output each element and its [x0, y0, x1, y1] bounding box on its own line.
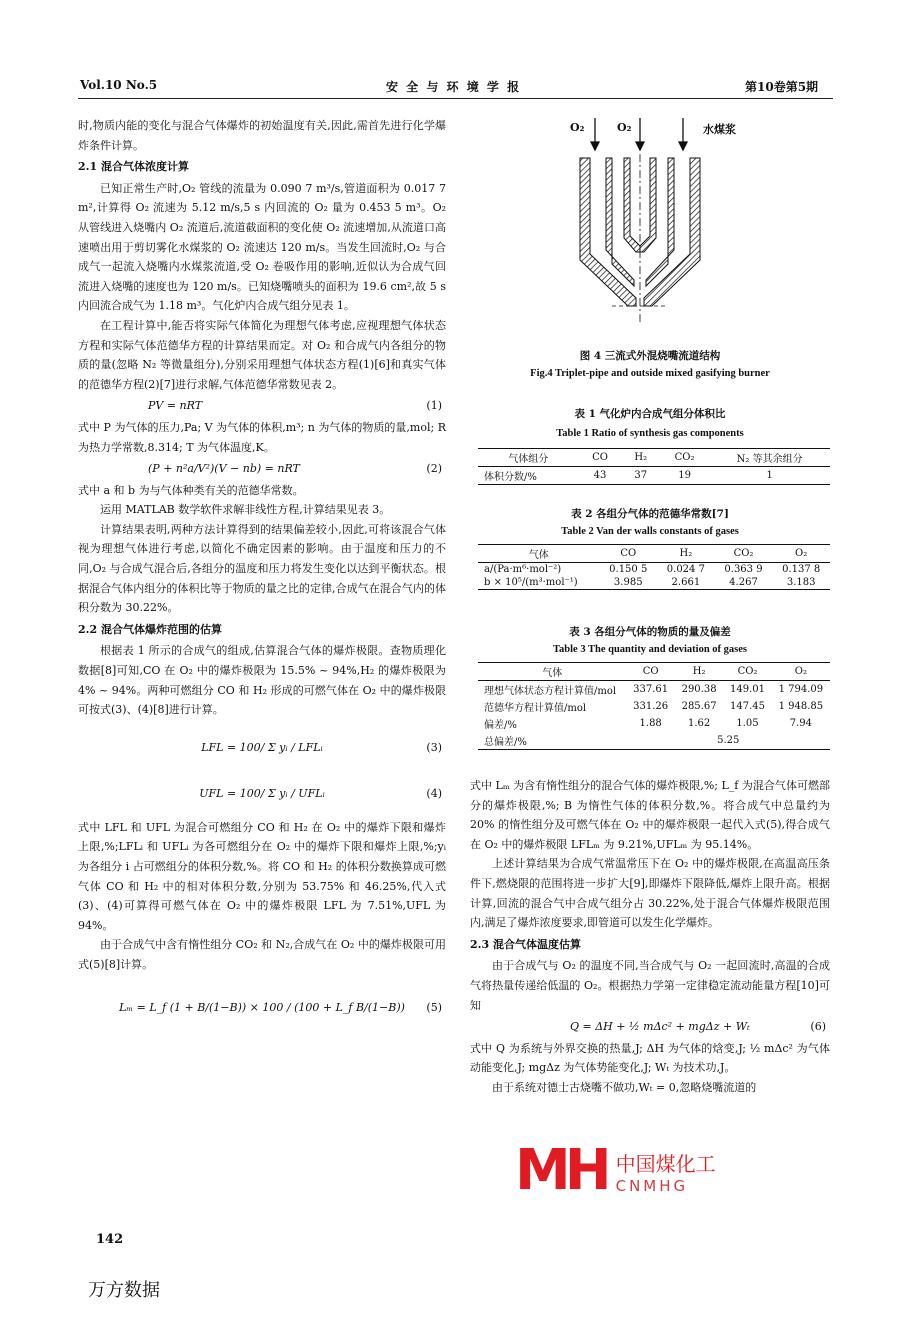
paragraph: 已知正常生产时,O₂ 管线的流量为 0.090 7 m³/s,管道面积为 0.017 7 m²,计算得 O₂ 流速为 5.12 m/s,5 s 内回流的 O₂ 量为 0.453 5 m³。O₂ 从管线进入烧嘴内 O₂ 流道后,流道截面积的变化使 O₂ 流速增加,从流道口高速喷出用于剪切雾化水煤浆的 O₂ 流速达 120 m/s。当发生回流时,O₂ 与合成气一起流入烧嘴内水煤浆流道,受 O₂ 卷吸作用的影响,近似认为合成气回流进入烧嘴的速度也为 120 m/s。已知烧嘴喷头的面积为 19.6 cm²,故 5 s 内回流合成气为 1.18 m³。气化炉内合成气组分见表 1。 — [78, 181, 446, 313]
table-header: H₂ — [657, 545, 715, 563]
paragraph: 上述计算结果为合成气常温常压下在 O₂ 中的爆炸极限,在高温高压条件下,燃烧限的范围将进一步扩大[9],即爆炸下限降低,爆炸上限升高。根据计算,回流的混合气中合成气组分占 30.22%,处于混合气体爆炸极限范围内,满足了爆炸浓度要求,即管道可以发生化学爆炸。 — [470, 857, 830, 930]
equation-4: UFL = 100/ Σ yᵢ / UFLᵢ (4) — [199, 787, 442, 801]
table-row: a/(Pa·m⁶·mol⁻²) 0.150 5 0.024 7 0.363 9 0.137 8 — [484, 564, 821, 575]
section-heading-2-3: 2.3 混合气体温度估算 — [470, 937, 581, 951]
paragraph: 计算结果表明,两种方法计算得到的结果偏差较小,因此,可将该混合气体视为理想气体进行考虑,以简化不确定因素的影响。由于温度和压力的不同,O₂ 与合成气混合后,各组分的温度和压力将发生变化以达到平衡状态。根据混合气体内组分的体积比等于物质的量之比的定律,合成气在混合气内的体积分数为 30.22%。 — [78, 522, 446, 615]
logo-text-en: CNMHG — [615, 1176, 689, 1195]
watermark-logo — [515, 1138, 716, 1203]
header-rule — [78, 98, 833, 99]
table-3-caption-en: Table 3 The quantity and deviation of gases — [552, 644, 747, 655]
header-issue: 第10卷第5期 — [745, 80, 819, 94]
equation-6: Q = ΔH + ½ mΔc² + mgΔz + Wₜ (6) — [570, 1020, 826, 1034]
paragraph: 由于合成气与 O₂ 的温度不同,当合成气与 O₂ 一起回流时,高温的合成气将热量传递给低温的 O₂。根据热力学第一定律稳定流动能量方程[10]可知 — [470, 959, 830, 1012]
table-row: 偏差/% 1.88 1.62 1.05 7.94 — [484, 718, 812, 731]
table-row: 范德华方程计算值/mol 331.26 285.67 147.45 1 948.85 — [484, 701, 824, 714]
table-1-caption-cn: 表 1 气化炉内合成气组分体积比 — [574, 408, 726, 420]
header-journal: 安 全 与 环 境 学 报 — [386, 80, 522, 94]
equation-1: PV = nRT (1) — [148, 399, 442, 413]
paragraph: 运用 MATLAB 数学软件求解非线性方程,计算结果见表 3。 — [100, 503, 391, 517]
table-1-caption-en: Table 1 Ratio of synthesis gas components — [556, 428, 744, 439]
logo-mark: MH — [515, 1138, 606, 1203]
figure-4-caption-en: Fig.4 Triplet-pipe and outside mixed gasifying burner — [530, 368, 770, 379]
table-2 — [478, 544, 830, 590]
paragraph: 式中 Q 为系统与外界交换的热量,J; ΔH 为气体的焓变,J; ½ mΔc² 为气体动能变化,J; mgΔz 为气体势能变化,J; Wₜ 为技术功,J。 — [470, 1041, 830, 1075]
paragraph: 时,物质内能的变化与混合气体爆炸的初始温度有关,因此,需首先进行化学爆炸条件计算。 — [78, 119, 446, 152]
table-header: 气体 — [478, 545, 599, 563]
fig-label-o2-mid: O₂ — [617, 121, 632, 134]
table-1 — [478, 448, 830, 485]
table-row: 总偏差/% 5.25 — [484, 735, 740, 748]
table-row: 体积分数/% 43 37 19 1 — [484, 470, 773, 483]
table-header: O₂ — [772, 545, 830, 563]
table-header: CO — [578, 449, 621, 467]
right-column — [470, 776, 830, 1098]
equation-5: Lₘ = L_f (1 + B/(1−B)) × 100 / (100 + L_f B/(1−B)) (5) — [119, 1000, 442, 1014]
table-2-caption-en: Table 2 Van der walls constants of gases — [561, 526, 739, 537]
paragraph: 由于合成气中含有惰性组分 CO₂ 和 N₂,合成气在 O₂ 中的爆炸极限可用式(5)[8]计算。 — [78, 938, 446, 971]
table-header: CO₂ — [723, 663, 771, 681]
left-column — [78, 116, 446, 1041]
paragraph: 式中 P 为气体的压力,Pa; V 为气体的体积,m³; n 为气体的物质的量,mol; R 为热力学常数,8.314; T 为气体温度,K。 — [78, 420, 446, 454]
table-header: 气体 — [478, 663, 626, 681]
watermark-source: 万方数据 — [88, 1280, 160, 1301]
paragraph: 由于系统对德士古烧嘴不做功,Wₜ = 0,忽略烧嘴流道的 — [492, 1080, 757, 1094]
table-3 — [478, 662, 830, 750]
logo-text-cn: 中国煤化工 — [616, 1148, 716, 1177]
burner-diagram — [540, 110, 770, 330]
table-2-caption-cn: 表 2 各组分气体的范德华常数[7] — [571, 508, 729, 520]
paragraph: 在工程计算中,能否将实际气体简化为理想气体考虑,应视理想气体状态方程和实际气体范德华方程的计算结果而定。对 O₂ 和合成气内各组分的物质的量(忽略 N₂ 等微量组分),分别采用理想气体状态方程(1)[6]和真实气体的范德华方程(2)[7]进行求解,气体范德华常数见表 2。 — [78, 318, 446, 391]
table-header: O₂ — [772, 663, 830, 681]
paragraph: 根据表 1 所示的合成气的组成,估算混合气体的爆炸极限。查物质理化数据[8]可知,CO 在 O₂ 中的爆炸极限为 15.5% ~ 94%,H₂ 的爆炸极限为 4% ~ 94%。两种可燃组分 CO 和 H₂ 形成的可燃气体在 O₂ 中的爆炸极限可按式(3)、(4)[8]进行计算。 — [78, 644, 446, 717]
table-header: N₂ 等其余组分 — [709, 449, 830, 467]
table-header: CO₂ — [715, 545, 773, 563]
equation-3: LFL = 100/ Σ yᵢ / LFLᵢ (3) — [201, 741, 442, 755]
section-heading-2-2: 2.2 混合气体爆炸范围的估算 — [78, 622, 222, 636]
table-header: H₂ — [622, 449, 660, 467]
header-volume: Vol.10 No.5 — [80, 78, 158, 92]
table-row: b × 10⁵/(m³·mol⁻¹) 3.985 2.661 4.267 3.183 — [484, 577, 816, 588]
paragraph: 式中 LFL 和 UFL 为混合可燃组分 CO 和 H₂ 在 O₂ 中的爆炸下限和爆炸上限,%;LFLᵢ 和 UFLᵢ 为各可燃组分在 O₂ 中的爆炸下限和爆炸上限,%;yᵢ 为各组分 i 占可燃组分的体积分数,%。将 CO 和 H₂ 的体积分数换算成可燃气体 CO 和 H₂ 中的相对体积分数,分别为 53.75% 和 46.25%,代入式(3)、(4)可算得可燃气体在 O₂ 中的爆炸极限 LFL 为 7.51%,UFL 为 94%。 — [78, 820, 446, 932]
table-row: 理想气体状态方程计算值/mol 337.61 290.38 149.01 1 794.09 — [484, 684, 824, 697]
figure-4-caption-cn: 图 4 三流式外混烧嘴流道结构 — [579, 350, 721, 362]
table-3-caption-cn: 表 3 各组分气体的物质的量及偏差 — [569, 626, 731, 638]
page-number: 142 — [96, 1232, 124, 1247]
table-header: CO — [599, 545, 657, 563]
paragraph: 式中 Lₘ 为含有惰性组分的混合气体的爆炸极限,%; L_f 为混合气体可燃部分的爆炸极限,%; B 为惰性气体的体积分数,%。将合成气中总量约为 20% 的惰性组分及可燃气体在 O₂ 中的爆炸极限一起代入式(5),得合成气在 O₂ 中的爆炸极限 LFLₘ 为 9.21%,UFLₘ 为 95.14%。 — [470, 779, 830, 851]
fig-label-slurry: 水煤浆 — [703, 123, 736, 136]
table-header: H₂ — [675, 663, 723, 681]
table-header: CO₂ — [660, 449, 709, 467]
equation-2: (P + n²a/V²)(V − nb) = nRT (2) — [148, 462, 442, 476]
section-heading-2-1: 2.1 混合气体浓度计算 — [78, 160, 189, 174]
fig-label-o2-left: O₂ — [570, 121, 585, 134]
table-header: CO — [626, 663, 674, 681]
paragraph: 式中 a 和 b 为与气体种类有关的范德华常数。 — [78, 483, 304, 497]
table-header: 气体组分 — [478, 449, 578, 467]
